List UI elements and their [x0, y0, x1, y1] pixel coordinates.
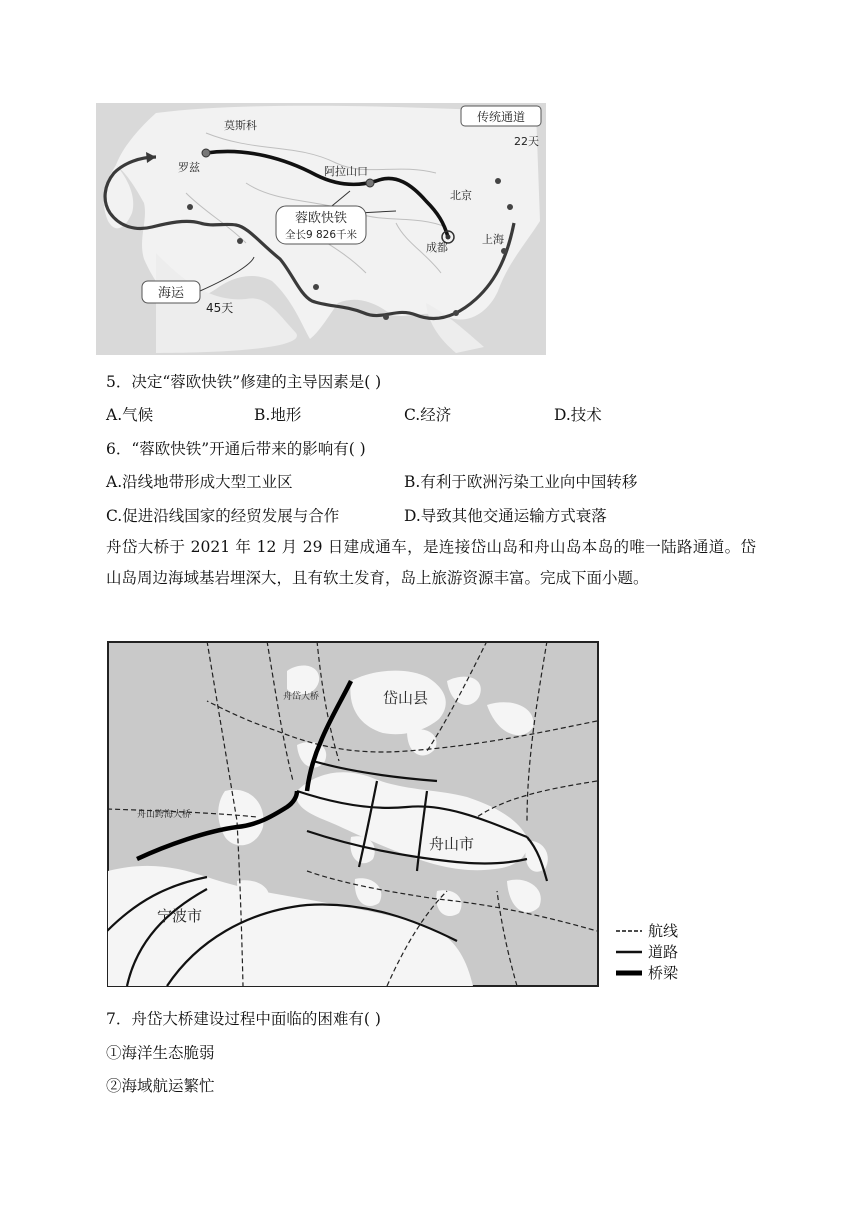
- passage-text: 舟岱大桥于 2021 年 12 月 29 日建成通车，是连接岱山岛和舟山岛本岛的唯一陆路通道。岱山岛周边海域基岩埋深大，且有软土发育，岛上旅游资源丰富。完成下面小题。: [106, 538, 756, 587]
- legend-road-label: 道路: [648, 943, 679, 961]
- q5-option-d[interactable]: D.技术: [554, 406, 602, 424]
- label-chengdu: 成都: [426, 241, 448, 254]
- question-7-stem: 7．舟岱大桥建设过程中面临的困难有( ): [106, 1010, 381, 1028]
- question-6-stem: 6．“蓉欧快铁”开通后带来的影响有( ): [106, 440, 366, 458]
- label-rongou-length: 全长9 826千米: [284, 229, 358, 241]
- label-beijing: 北京: [450, 189, 472, 202]
- q6-option-d[interactable]: D.导致其他交通运输方式衰落: [404, 507, 607, 525]
- question-5-stem: 5．决定“蓉欧快铁”修建的主导因素是( ): [106, 373, 382, 391]
- legend-item-bridge: [616, 962, 678, 983]
- thick-line-icon: [616, 969, 642, 977]
- label-daishan: 岱山县: [383, 689, 429, 707]
- zhoushan-map: [107, 641, 601, 989]
- map-legend: [616, 920, 678, 983]
- legend-bridge-label: 桥梁: [648, 964, 679, 982]
- solid-line-icon: [616, 949, 642, 955]
- label-zhoushan-bridge: 舟山跨海大桥: [137, 810, 192, 820]
- q6-option-c[interactable]: C.促进沿线国家的经贸发展与合作: [106, 507, 340, 525]
- q6-option-b[interactable]: B.有利于欧洲污染工业向中国转移: [404, 473, 638, 491]
- legend-route-label: 航线: [648, 922, 679, 940]
- label-sea: 海运: [157, 286, 185, 301]
- label-sea-days: 45天: [206, 301, 234, 315]
- label-lodz: 罗兹: [178, 161, 200, 174]
- rongou-route-map: [96, 103, 546, 355]
- dashed-line-icon: [616, 928, 642, 934]
- label-moscow: 莫斯科: [224, 119, 257, 132]
- q6-option-a[interactable]: A.沿线地带形成大型工业区: [106, 473, 293, 491]
- legend-item-route: [616, 920, 678, 941]
- label-zhoudai-bridge: 舟岱大桥: [283, 692, 320, 702]
- traditional-days: 22天: [514, 135, 539, 148]
- label-shanghai: 上海: [482, 233, 504, 246]
- q7-item-2: ②海域航运繁忙: [106, 1077, 215, 1095]
- q7-item-1: ①海洋生态脆弱: [106, 1044, 215, 1062]
- q5-option-c[interactable]: C.经济: [404, 406, 452, 424]
- q5-option-a[interactable]: A.气候: [106, 406, 154, 424]
- label-rongou-title: 蓉欧快铁: [294, 211, 348, 226]
- legend-item-road: [616, 941, 678, 962]
- label-zhoushan-city: 舟山市: [429, 835, 475, 853]
- q5-option-b[interactable]: B.地形: [254, 406, 302, 424]
- traditional-label: 传统通道: [476, 110, 526, 124]
- label-ningbo: 宁波市: [157, 907, 203, 925]
- label-alashankou: 阿拉山口: [324, 165, 368, 178]
